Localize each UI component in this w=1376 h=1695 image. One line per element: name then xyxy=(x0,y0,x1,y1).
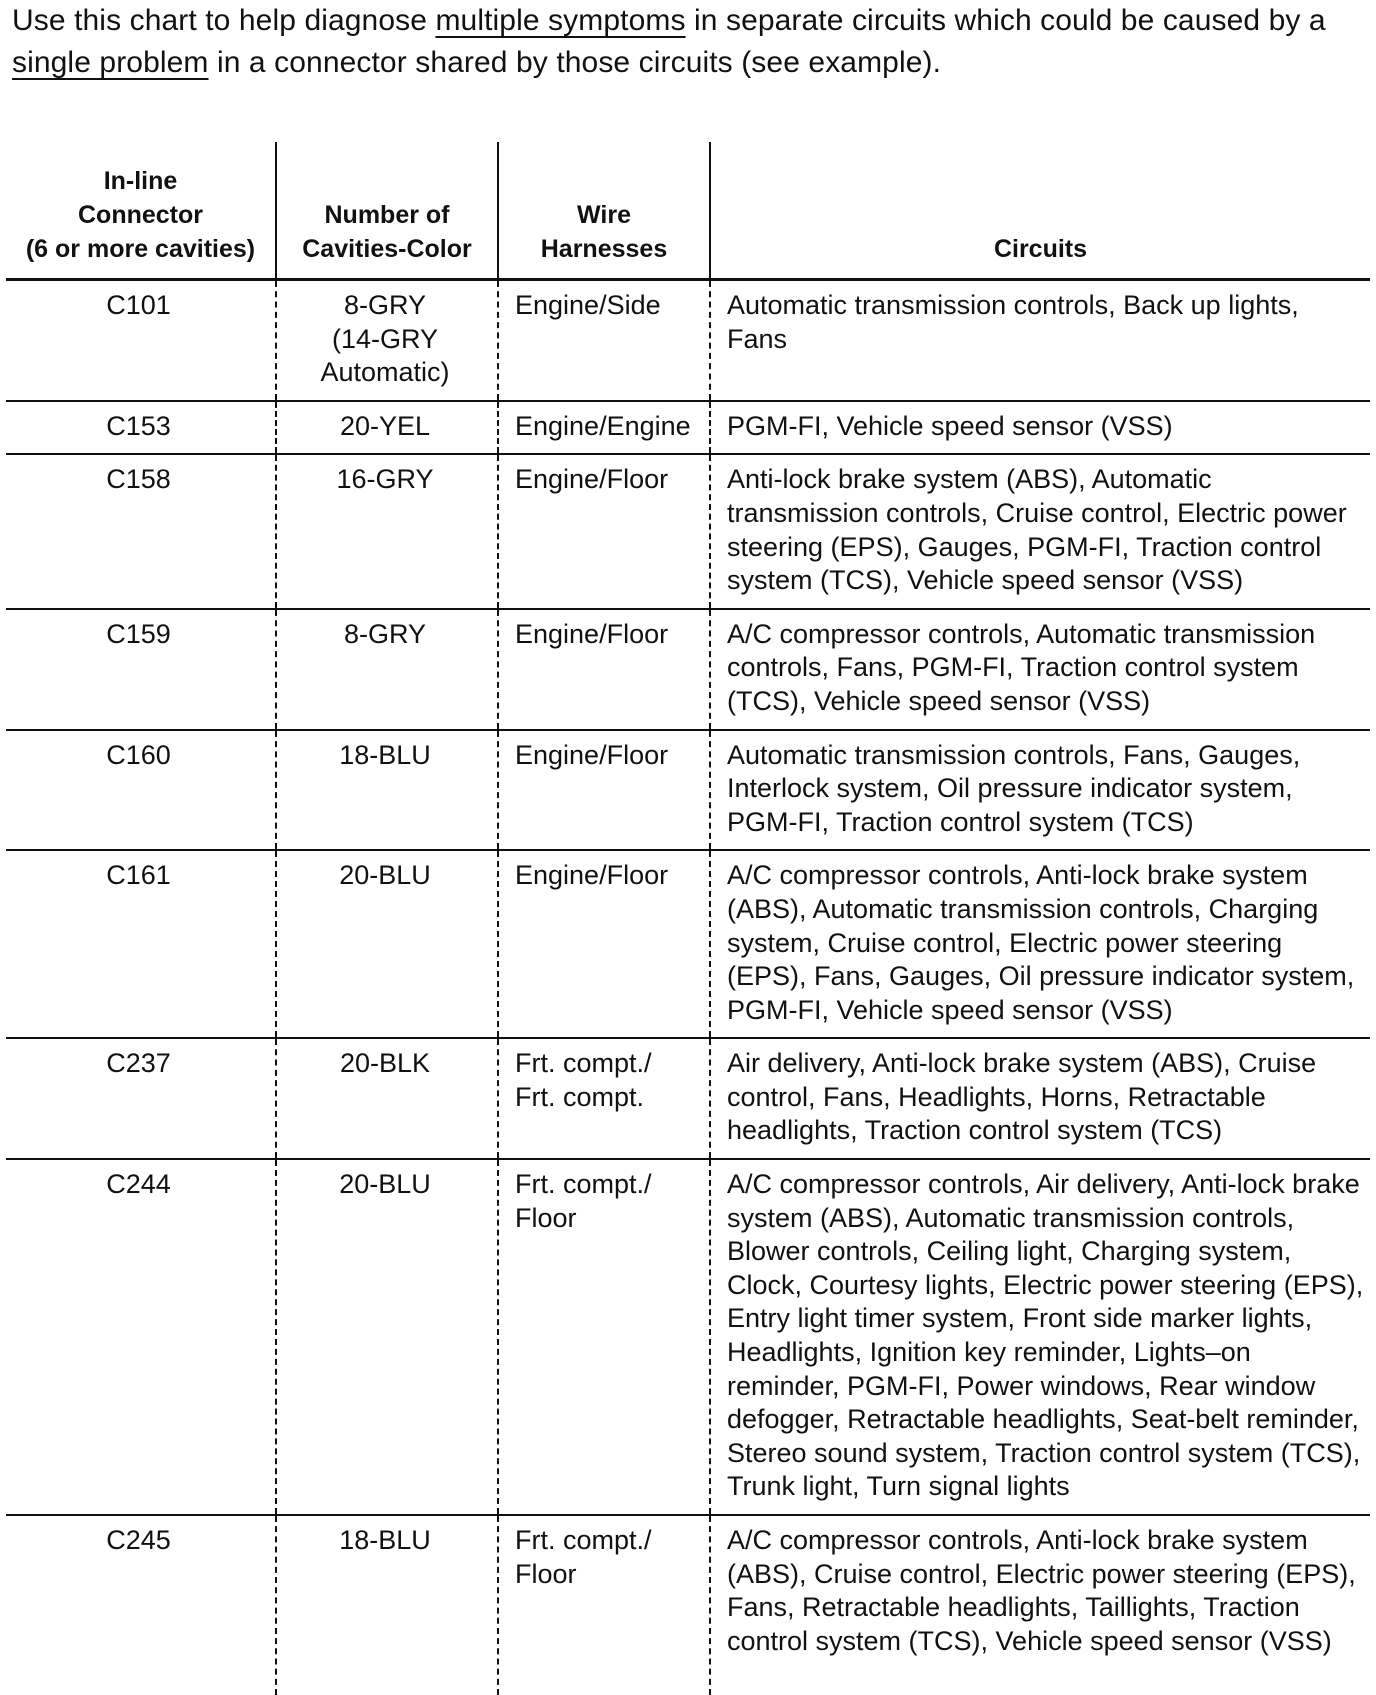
table-row xyxy=(6,1159,1370,1515)
table-row xyxy=(6,280,1370,401)
table-row xyxy=(6,730,1370,851)
harness-cell: Frt. compt./ Frt. compt. xyxy=(498,1038,710,1159)
intro-part-1: Use this chart to help diagnose xyxy=(12,4,436,37)
cavities-cell: 20-BLK xyxy=(276,1038,498,1159)
connector-chart-table xyxy=(6,142,1370,1695)
intro-emphasis-single-problem: single problem xyxy=(12,46,209,79)
cavities-cell: 20-BLU xyxy=(276,850,498,1038)
header-harnesses: Wire Harnesses xyxy=(498,142,710,280)
intro-emphasis-multiple-symptoms: multiple symptoms xyxy=(435,4,686,37)
table-row xyxy=(6,850,1370,1038)
harness-cell: Engine/Side xyxy=(498,280,710,401)
intro-part-2: in separate circuits which could be caused by a xyxy=(685,4,1326,37)
header-row xyxy=(6,142,1370,280)
circuits-cell: Air delivery, Anti-lock brake system (ABS), Cruise control, Fans, Headlights, Horns, Retractable headlights, Traction control system (TCS) xyxy=(710,1038,1370,1159)
connector-cell: C161 xyxy=(6,850,276,1038)
circuits-cell: Anti-lock brake system (ABS), Automatic transmission controls, Cruise control, Electric power steering (EPS), Gauges, PGM-FI, Traction control system (TCS), Vehicle speed sensor (VSS) xyxy=(710,454,1370,608)
intro-text xyxy=(12,0,1372,84)
circuits-cell: Automatic transmission controls, Back up lights, Fans xyxy=(710,280,1370,401)
circuits-cell: A/C compressor controls, Anti-lock brake system (ABS), Automatic transmission controls, Charging system, Cruise control, Electric power steering (EPS), Fans, Gauges, Oil pressure indicator system, PGM-FI, Vehicle speed sensor (VSS) xyxy=(710,850,1370,1038)
connector-cell: C245 xyxy=(106,1525,171,1555)
harness-cell: Engine/Floor xyxy=(498,850,710,1038)
connector-cell: C101 xyxy=(6,280,276,401)
connector-cell: C159 xyxy=(6,609,276,730)
circuits-cell: A/C compressor controls, Air delivery, Anti-lock brake system (ABS), Automatic transmission controls, Blower controls, Ceiling light, Charging system, Clock, Courtesy lights, Electric power steering (EPS), Entry light timer system, Front side marker lights, Headlights, Ignition key reminder, Lights–on reminder, PGM-FI, Power windows, Rear window defogger, Retractable headlights, Seat-belt reminder, Stereo sound system, Traction control system (TCS), Trunk light, Turn signal lights xyxy=(710,1159,1370,1515)
harness-cell: Engine/Floor xyxy=(498,730,710,851)
header-circuits: Circuits xyxy=(710,142,1370,280)
circuits-cell: PGM-FI, Vehicle speed sensor (VSS) xyxy=(710,401,1370,455)
cavities-cell: 18-BLU xyxy=(276,1515,498,1695)
connector-cell: C244 xyxy=(6,1159,276,1515)
cavities-cell: 20-BLU xyxy=(276,1159,498,1515)
intro-part-3: in a connector shared by those circuits (see example). xyxy=(208,46,942,79)
harness-cell: Engine/Floor xyxy=(498,454,710,608)
header-connector: In-line Connector (6 or more cavities) xyxy=(6,142,276,280)
connector-cell: C153 xyxy=(6,401,276,455)
header-cavities: Number of Cavities-Color xyxy=(276,142,498,280)
cavities-cell: 8-GRY xyxy=(276,609,498,730)
connector-cell: C160 xyxy=(6,730,276,851)
connector-cell: C158 xyxy=(6,454,276,608)
table-row xyxy=(6,401,1370,455)
table-row xyxy=(6,609,1370,730)
table-row xyxy=(6,454,1370,608)
circuits-cell: A/C compressor controls, Automatic transmission controls, Fans, PGM-FI, Traction control system (TCS), Vehicle speed sensor (VSS) xyxy=(710,609,1370,730)
harness-cell: Engine/Floor xyxy=(498,609,710,730)
table-row xyxy=(6,1038,1370,1159)
cavities-cell: 18-BLU xyxy=(276,730,498,851)
harness-cell: Frt. compt./ Floor xyxy=(498,1159,710,1515)
cavities-cell: 20-YEL xyxy=(276,401,498,455)
harness-cell: Engine/Engine xyxy=(498,401,710,455)
connector-cell: C237 xyxy=(6,1038,276,1159)
table-row xyxy=(6,1515,1370,1695)
circuits-cell: A/C compressor controls, Anti-lock brake system (ABS), Cruise control, Electric power steering (EPS), Fans, Retractable headlights, Taillights, Traction control system (TCS), Vehicle speed sensor (VSS) xyxy=(710,1515,1370,1695)
harness-cell: Frt. compt./ Floor xyxy=(498,1515,710,1695)
circuits-cell: Automatic transmission controls, Fans, Gauges, Interlock system, Oil pressure indicator system, PGM-FI, Traction control system (TCS) xyxy=(710,730,1370,851)
cavities-cell: 8-GRY (14-GRY Automatic) xyxy=(276,280,498,401)
cavities-cell: 16-GRY xyxy=(276,454,498,608)
